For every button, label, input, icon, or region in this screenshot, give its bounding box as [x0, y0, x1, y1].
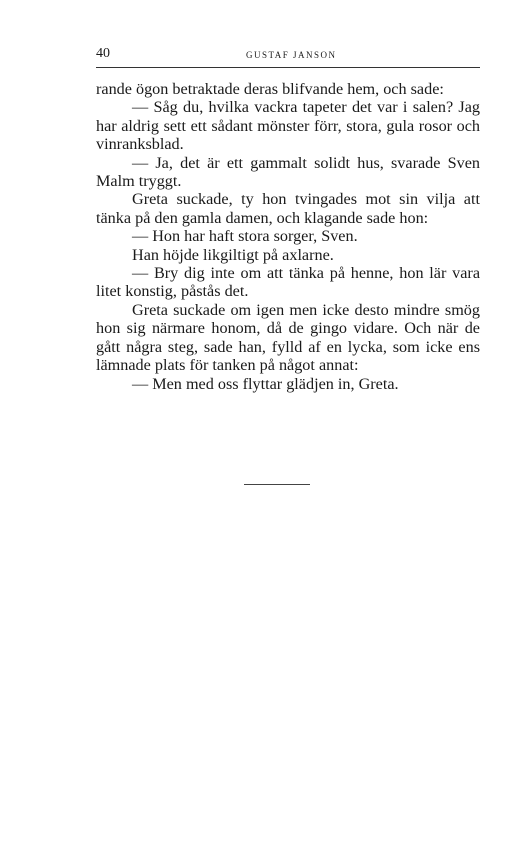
- body-text: [96, 80, 480, 393]
- page-number: 40: [96, 46, 110, 61]
- section-end-rule: [244, 484, 310, 485]
- paragraph-7: — Bry dig inte om att tänka på henne, hon lär vara litet konstig, påstås det.: [96, 264, 480, 301]
- paragraph-8: Greta suckade om igen men icke desto mindre smög hon sig närmare honom, då de gingo vidare. Och när de gått några steg, sade han, fylld af en lycka, som icke ens lämnade plats för tanken på något annat:: [96, 300, 480, 375]
- header-rule: [96, 67, 480, 68]
- running-head: GUSTAF JANSON: [246, 50, 337, 60]
- paragraph-9: — Men med oss flyttar glädjen in, Greta.: [132, 374, 399, 393]
- paragraph-5: — Hon har haft stora sorger, Sven.: [132, 227, 358, 246]
- paragraph-2: — Såg du, hvilka vackra tapeter det var i salen? Jag har aldrig sett ett sådant mönster förr, stora, gula rosor och vinranksblad.: [96, 98, 480, 154]
- paragraph-1: rande ögon betraktade deras blifvande hem, och sade:: [96, 80, 444, 98]
- page-header: [96, 46, 480, 66]
- paragraph-4: Greta suckade, ty hon tvingades mot sin vilja att tänka på den gamla damen, och klagande sade hon:: [96, 190, 480, 227]
- paragraph-6: Han höjde likgiltigt på axlarne.: [132, 245, 334, 264]
- paragraph-3: — Ja, det är ett gammalt solidt hus, svarade Sven Malm tryggt.: [96, 153, 480, 191]
